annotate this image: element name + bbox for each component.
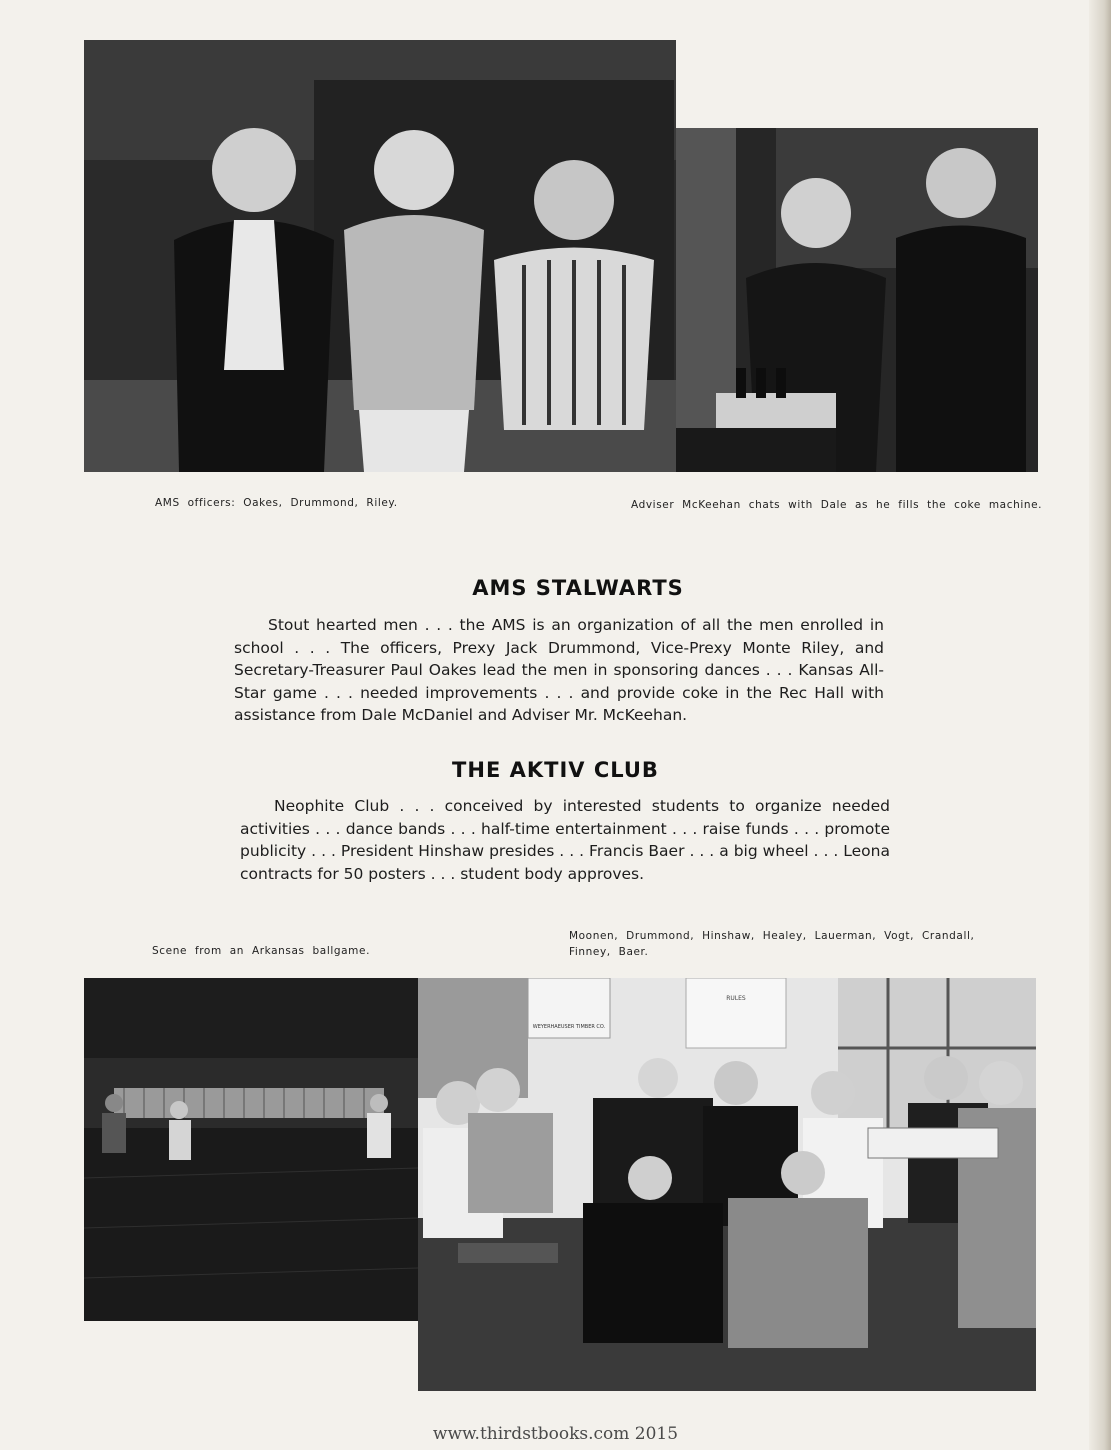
body-aktiv-club: Neophite Club . . . conceived by interested students to organize needed activities . . . dance bands . . . half-time entertainment . . . raise funds . . . promote publicity . . . President Hinshaw presides . . . Francis Baer . . . a big wheel . . . Leona contracts for 50 posters . . . student body approves. — [240, 797, 890, 883]
photo-ams-officers — [84, 40, 676, 472]
caption-coke-machine: Adviser McKeehan chats with Dale as he fills the coke machine. — [631, 499, 1043, 511]
photo-coke-machine — [676, 128, 1038, 472]
heading-ams-stalwarts: AMS STALWARTS — [472, 576, 684, 600]
caption-aktiv-members-line1: Moonen, Drummond, Hinshaw, Healey, Lauerman, Vogt, Crandall, — [569, 930, 975, 942]
photo-arkansas-ballgame — [84, 978, 418, 1321]
heading-aktiv-club: THE AKTIV CLUB — [452, 758, 659, 782]
poster-sign-text: RULES — [726, 995, 746, 1002]
caption-aktiv-members-line2: Finney, Baer. — [569, 946, 649, 958]
footer-watermark: www.thirdstbooks.com 2015 — [432, 1424, 679, 1444]
page-edge-shadow — [1089, 0, 1111, 1450]
banner-sign-text: WEYERHAEUSER TIMBER CO. — [532, 1024, 606, 1030]
caption-ams-officers: AMS officers: Oakes, Drummond, Riley. — [155, 497, 398, 509]
body-ams-stalwarts: Stout hearted men . . . the AMS is an organization of all the men enrolled in school . . . The officers, Prexy Jack Drummond, Vice-Prexy Monte Riley, and Secretary-Treasurer Paul Oakes lead the men in sponsoring dances . . . Kansas All-Star game . . . needed improvements . . . and provide coke in the Rec Hall with assistance from Dale McDaniel and Adviser Mr. McKeehan. — [234, 616, 884, 724]
caption-ballgame: Scene from an Arkansas ballgame. — [152, 945, 371, 957]
photo-aktiv-club-group — [418, 978, 1036, 1391]
